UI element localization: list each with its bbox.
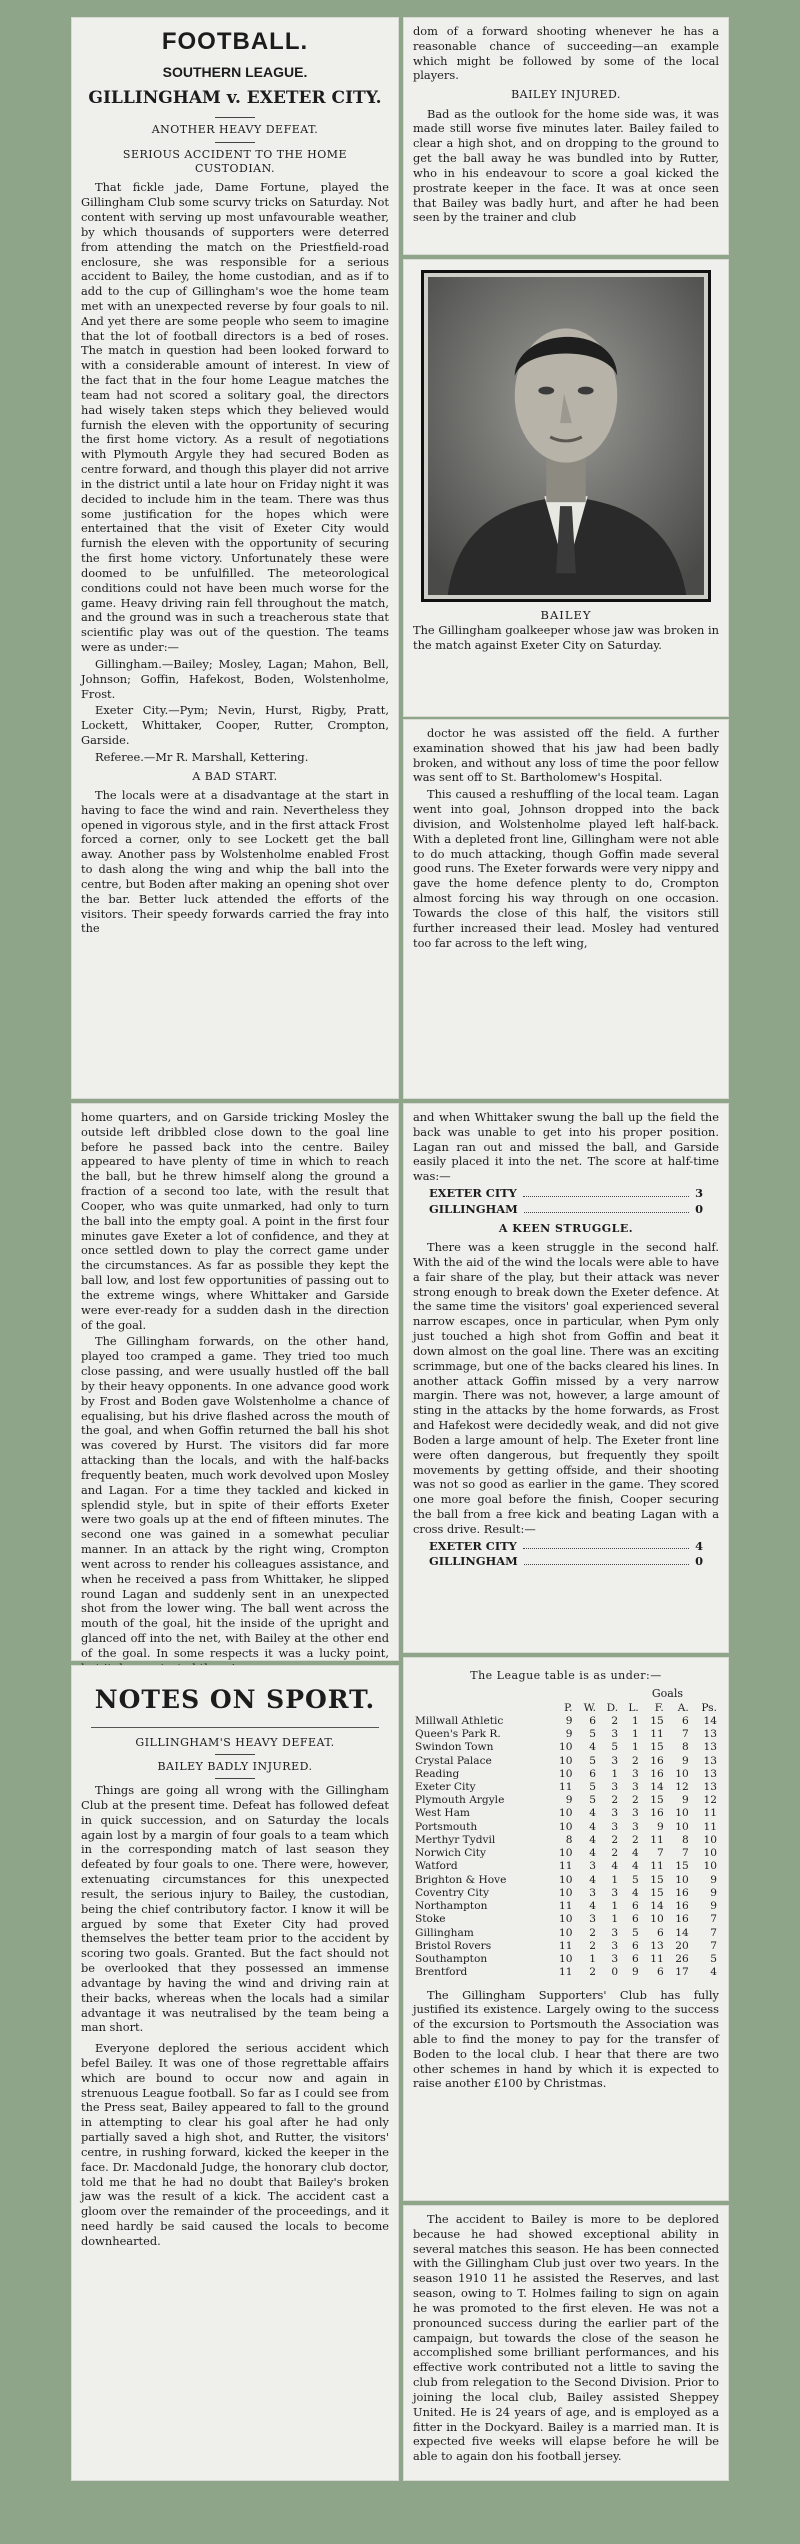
table-cell: 11 [650, 1728, 664, 1741]
table-cell: 4 [589, 1873, 596, 1886]
table-cell: 14 [650, 1781, 664, 1793]
clipping-league-table [404, 1658, 728, 2200]
table-cell: 1 [632, 1728, 639, 1741]
paragraph: home quarters, and on Garside tricking Mosley the outside left dribbled close down to the goal line before he passed back into the centre. Bailey appeared to have plenty of time in which to reach the ball, but he threw himself along the ground a fraction of a second too late, with the result that Cooper, who was quite unmarked, had only to turn the ball into the empty goal. A point in the first four minutes gave Exeter a lot of confidence, and they at once settled down to play the correct game under the circumstances. As far as possible they kept the ball low, and lost few opportunities of passing out to the extreme wings, where Whittaker and Garside were ever-ready for a sudden dash in the direction of the goal. [81, 1110, 389, 1332]
table-cell: 10 [559, 1926, 573, 1939]
table-cell: 2 [589, 1966, 596, 1979]
table-cell: 11 [559, 1860, 573, 1873]
table-cell: 3 [611, 1807, 619, 1820]
table-row [413, 1913, 719, 1926]
paragraph: The locals were at a disadvantage at the start in having to face the wind and rain. Nevertheless they opened in vigorous style, and in the first attack Frost forced a corner, only to see Lockett get the ball away. Another pass by Wolstenholme enabled Frost to dash along the wing and whip the ball into the centre, but Boden after making an opening shot over the bar. Better luck attended the efforts of the visitors. Their speedy forwards carried the fray into the [81, 787, 389, 936]
paragraph: Things are going all wrong with the Gillingham Club at the present time. Defeat has followed defeat in quick succession, and on Saturday the locals again lost by a margin of four goals to a team which in the corresponding match of last season they defeated by four goals to one. There were, however, extenuating circumstances for this unexpected result, the serious injury to Bailey, the custodian, being the chief contributory factor. I know it will be argued by some that Exeter City had proved themselves the better team prior to the accident by scoring two goals. Granted. But the fact should not be overlooked that they possessed an immense advantage by having the wind and driving rain at their backs, whereas when the locals had a similar advantage it was neutralised by the team being a man short. [81, 1783, 389, 2035]
table-cell: 16 [650, 1754, 664, 1767]
table-cell: 5 [589, 1781, 596, 1793]
table-cell: 4 [589, 1807, 596, 1820]
table-row [413, 1755, 719, 1768]
table-cell: 2 [632, 1794, 639, 1807]
table-cell: 3 [611, 1754, 619, 1767]
table-cell: 20 [675, 1939, 689, 1952]
table-cell: 16 [650, 1767, 664, 1780]
table-cell: 3 [611, 1953, 619, 1966]
team-name: Millwall Athletic [415, 1714, 504, 1727]
table-cell: 5 [632, 1926, 639, 1939]
table-cell: 7 [710, 1939, 717, 1952]
team-name: Northampton [415, 1900, 488, 1913]
deck-bad-start: A BAD START. [192, 769, 278, 783]
team-name: Coventry City [415, 1886, 489, 1899]
paragraph: That fickle jade, Dame Fortune, played the Gillingham Club some scurvy tricks on Saturday. Not content with serving up most unfavourable weather, by which thousands of supporters were deterred from attending the match on the Priestfield-road enclosure, she was responsible for a serious accident to Bailey, the home custodian, and as if to add to the cup of Gillingham's woe the home team met with an unexpected reverse by four goals to nil. And yet there are some people who seem to imagine that the lot of football directors is a bed of roses. The match in question had been looked forward to with a considerable amount of interest. In view of the fact that in the four home League matches the team had not scored a solitary goal, the directors had wisely taken steps which they believed would furnish the eleven with the opportunity of securing the first home victory. As a result of negotiations with Plymouth Argyle they had secured Boden as centre forward, and though this player did not arrive in the district until a late hour on Friday night it was decided to include him in the team. There was thus some justification for the hopes which were entertained that the visit of Exeter City would furnish the eleven with the opportunity of securing the first home victory. Unfortunately these were doomed to be unfulfilled. The meteorological conditions could not have been much worse for the game. Heavy driving rain fell throughout the match, and the ground was in such a treacherous state that scientific play was out of the question. The teams were as under:— [81, 180, 389, 655]
table-cell: 5 [589, 1728, 596, 1741]
table-cell: 5 [632, 1873, 639, 1886]
table-row [413, 1768, 719, 1781]
team-name: Watford [415, 1860, 458, 1873]
team-name: Brighton & Hove [415, 1873, 507, 1886]
table-cell: 13 [703, 1754, 717, 1767]
team-name: Bristol Rovers [415, 1939, 492, 1952]
deck-serious-accident: SERIOUS ACCIDENT TO THE HOME CUSTODIAN. [122, 147, 348, 176]
table-row [413, 1847, 719, 1860]
team-name: Brentford [415, 1966, 468, 1979]
table-cell: 13 [703, 1781, 717, 1793]
teams-exeter: Exeter City.—Pym; Nevin, Hurst, Rigby, Pratt, Lockett, Whittaker, Cooper, Rutter, Crompton, Garside. [81, 703, 389, 747]
table-cell: 10 [675, 1767, 689, 1780]
team-name: Plymouth Argyle [415, 1794, 505, 1807]
table-row [413, 1860, 719, 1873]
table-cell: 11 [703, 1807, 717, 1820]
table-cell: 4 [589, 1820, 596, 1833]
table-cell: 7 [682, 1847, 689, 1860]
table-cell: 15 [650, 1714, 664, 1727]
table-cell: 6 [657, 1926, 664, 1939]
table-cell: 10 [703, 1847, 717, 1860]
paragraph: Bad as the outlook for the home side was, it was made still worse five minutes later. Bailey failed to clear a high shot, and on dropping to the ground to get the ball away he was bundled into by Rutter, who in his endeavour to score a goal kicked the prostrate keeper in the face. It was at once seen that Bailey was badly hurt, and after he had been seen by the trainer and club [413, 106, 719, 225]
heading-football: FOOTBALL. [161, 28, 309, 55]
table-cell: 2 [611, 1794, 619, 1807]
table-cell: 10 [559, 1913, 573, 1926]
table-cell: 11 [650, 1953, 664, 1966]
table-row [413, 1781, 719, 1794]
paragraph: Everyone deplored the serious accident which befel Bailey. It was one of those regrettable affairs which are bound to occur now and again in strenuous League football. So far as I could see from the Press seat, Bailey appeared to fall to the ground in attempting to clear his goal after he had only partially saved a high shot, and Rutter, the visitors' centre, in rushing forward, kicked the keeper in the face. Dr. Macdonald Judge, the honorary club doctor, told me that he had no doubt that Bailey's broken jaw was the result of a kick. The accident cast a gloom over the remainder of the proceedings, and it need hardly be said caused the locals to become downhearted. [81, 2041, 389, 2248]
table-cell: 7 [710, 1913, 717, 1926]
table-cell: 3 [632, 1820, 639, 1833]
table-cell: 7 [710, 1926, 717, 1939]
table-cell: 6 [589, 1714, 596, 1727]
notes-title: NOTES ON SPORT. [94, 1685, 376, 1714]
table-cell: 14 [675, 1926, 689, 1939]
team-name: Merthyr Tydvil [415, 1833, 496, 1846]
table-cell: 2 [611, 1833, 619, 1846]
table-row [413, 1900, 719, 1913]
clipping-keen-struggle [404, 1104, 728, 1652]
table-cell: 3 [589, 1886, 596, 1899]
table-row [413, 1874, 719, 1887]
table-cell: 4 [632, 1886, 639, 1899]
table-cell: 4 [589, 1741, 596, 1754]
clipping-notes-on-sport [72, 1666, 398, 2480]
heading-match: GILLINGHAM v. EXETER CITY. [88, 88, 382, 109]
table-cell: 16 [675, 1913, 689, 1926]
table-row [413, 1953, 719, 1966]
table-cell: 6 [632, 1953, 639, 1966]
score-row: GILLINGHAM 0 [429, 1554, 703, 1569]
table-cell: 8 [682, 1833, 689, 1846]
table-cell: 0 [611, 1966, 619, 1979]
table-cell: 9 [565, 1714, 573, 1727]
divider [91, 1727, 379, 1728]
table-cell: 10 [675, 1873, 689, 1886]
table-cell: 2 [632, 1754, 639, 1767]
paragraph: There was a keen struggle in the second half. With the aid of the wind the locals were able to have a fair share of the play, but their attack was never strong enough to break down the Exeter defence. At the same time the visitors' goal experienced several narrow escapes, once in particular, when Pym only just touched a high shot from Goffin and beat it down almost on the goal line. There was an exciting scrimmage, but one of the backs cleared his lines. In another attack Goffin missed by a very narrow margin. There was not, however, a large amount of sting in the attacks by the home forwards, as Frost and Hafekost were decidedly weak, and did not give Boden a large amount of help. The Exeter front line were often dangerous, but frequently they spoilt movements by getting offside, and their shooting was not so good as earlier in the game. They scored one more goal before the finish, Cooper securing the ball from a free kick and beating Lagan with a cross drive. Result:— [413, 1240, 719, 1536]
heading-league: SOUTHERN LEAGUE. [162, 64, 308, 81]
table-cell: 9 [565, 1794, 573, 1807]
deck-heavy-defeat: GILLINGHAM'S HEAVY DEFEAT. [135, 1735, 335, 1749]
table-cell: 10 [650, 1913, 664, 1926]
table-cell: 4 [710, 1966, 717, 1979]
table-cell: 10 [559, 1741, 573, 1754]
table-row [413, 1887, 719, 1900]
table-row [413, 1807, 719, 1820]
clipping-bailey-injured [404, 18, 728, 254]
table-cell: 3 [611, 1820, 619, 1833]
table-cell: 10 [559, 1847, 573, 1860]
deck-heavy-defeat: ANOTHER HEAVY DEFEAT. [151, 123, 319, 137]
referee: Referee.—Mr R. Marshall, Kettering. [95, 749, 309, 764]
table-cell: 3 [589, 1860, 596, 1873]
table-cell: 2 [632, 1833, 639, 1846]
table-cell: 6 [657, 1966, 664, 1979]
table-cell: 15 [650, 1873, 664, 1886]
score-row: GILLINGHAM 0 [429, 1201, 703, 1216]
team-name: Exeter City [415, 1781, 476, 1793]
team-name: Queen's Park R. [415, 1728, 501, 1741]
table-row [413, 1927, 719, 1940]
table-row [413, 1821, 719, 1834]
team-name: West Ham [415, 1807, 470, 1820]
table-cell: 13 [703, 1741, 717, 1754]
table-cell: 10 [559, 1873, 573, 1886]
table-cell: 17 [675, 1966, 689, 1979]
table-cell: 10 [703, 1860, 717, 1873]
caption-text: The Gillingham goalkeeper whose jaw was broken in the match against Exeter City on Saturday. [413, 622, 719, 652]
table-cell: 2 [611, 1714, 619, 1727]
league-col-header: F. [654, 1701, 664, 1714]
paragraph: The Gillingham Supporters' Club has fully justified its existence. Largely owing to the success of the excursion to Portsmouth the Association was able to find the money to pay for the transfer of Boden to the local club. I hear that there are two other schemes in hand by which it is expected to raise another £100 by Christmas. [413, 1987, 719, 2091]
table-cell: 4 [589, 1833, 596, 1846]
table-cell: 13 [650, 1939, 664, 1952]
table-cell: 10 [675, 1807, 689, 1820]
caption-name: BAILEY [540, 608, 592, 622]
table-cell: 6 [632, 1939, 639, 1952]
table-cell: 15 [650, 1794, 664, 1807]
table-cell: 10 [559, 1754, 573, 1767]
table-cell: 5 [589, 1754, 596, 1767]
table-cell: 16 [675, 1886, 689, 1899]
table-cell: 14 [703, 1714, 717, 1727]
table-cell: 7 [682, 1728, 689, 1741]
table-cell: 10 [703, 1833, 717, 1846]
table-cell: 6 [632, 1900, 639, 1913]
table-row [413, 1940, 719, 1953]
table-cell: 3 [589, 1913, 596, 1926]
team-name: Stoke [415, 1913, 446, 1926]
paragraph: doctor he was assisted off the field. A further examination showed that his jaw had been badly broken, and without any loss of time the poor fellow was sent off to St. Bartholomew's Hospital. [413, 726, 719, 785]
table-cell: 8 [565, 1833, 573, 1846]
clipping-photo [404, 260, 728, 716]
league-table-intro: The League table is as under:— [470, 1669, 662, 1682]
paragraph: and when Whittaker swung the ball up the field the back was unable to get into his proper position. Lagan ran out and missed the ball, and Garside easily placed it into the net. The score at half-time was:— [413, 1110, 719, 1184]
score-row: EXETER CITY 4 [429, 1538, 703, 1553]
table-cell: 11 [650, 1833, 664, 1846]
table-cell: 3 [611, 1781, 619, 1793]
table-cell: 9 [657, 1820, 664, 1833]
table-cell: 13 [703, 1728, 717, 1741]
portrait-photo [421, 270, 711, 602]
team-name: Norwich City [415, 1847, 487, 1860]
clipping-bailey-career [404, 2206, 728, 2480]
table-cell: 3 [632, 1807, 639, 1820]
table-cell: 12 [703, 1794, 717, 1807]
table-cell: 9 [565, 1728, 573, 1741]
team-name: Portsmouth [415, 1820, 478, 1833]
table-cell: 2 [589, 1939, 596, 1952]
table-cell: 5 [710, 1953, 717, 1966]
clipping-match-report-continued [72, 1104, 398, 1660]
table-cell: 6 [589, 1767, 596, 1780]
clipping-reshuffle [404, 720, 728, 1098]
table-cell: 3 [611, 1728, 619, 1741]
table-cell: 13 [703, 1767, 717, 1780]
table-cell: 11 [559, 1781, 573, 1793]
table-cell: 7 [657, 1847, 664, 1860]
team-name: Crystal Palace [415, 1754, 492, 1767]
league-col-header: D. [606, 1701, 619, 1714]
table-cell: 3 [611, 1886, 619, 1899]
table-cell: 9 [710, 1900, 717, 1913]
table-cell: 15 [675, 1860, 689, 1873]
table-cell: 9 [682, 1794, 689, 1807]
table-cell: 8 [682, 1741, 689, 1754]
score-row: EXETER CITY 3 [429, 1186, 703, 1201]
table-cell: 16 [675, 1900, 689, 1913]
league-col-header: L. [628, 1701, 639, 1714]
clipping-match-report-top [72, 18, 398, 1098]
team-name: Swindon Town [415, 1741, 494, 1754]
portrait-image [428, 277, 704, 595]
table-cell: 6 [682, 1714, 689, 1727]
table-cell: 1 [632, 1714, 639, 1727]
table-cell: 4 [632, 1860, 639, 1873]
table-cell: 3 [611, 1926, 619, 1939]
table-cell: 16 [650, 1807, 664, 1820]
table-cell: 10 [559, 1886, 573, 1899]
goals-label: Goals [651, 1687, 683, 1701]
table-cell: 11 [650, 1860, 664, 1873]
table-cell: 2 [611, 1847, 619, 1860]
table-cell: 1 [611, 1873, 619, 1886]
table-row [413, 1715, 719, 1728]
deck-badly-injured: BAILEY BADLY INJURED. [157, 1759, 313, 1773]
team-name: Gillingham [415, 1926, 474, 1939]
table-cell: 9 [710, 1886, 717, 1899]
table-cell: 4 [632, 1847, 639, 1860]
table-row [413, 1834, 719, 1847]
table-cell: 1 [589, 1953, 596, 1966]
table-cell: 3 [611, 1939, 619, 1952]
paragraph: The accident to Bailey is more to be deplored because he had showed exceptional ability in several matches this season. He has been connected with the Gillingham Club just over two years. In the season 1910 11 he assisted the Reserves, and last season, owing to T. Holmes failing to sign on again he was promoted to the first eleven. He was not a pronounced success during the earlier part of the campaign, but towards the close of the season he accomplished some brilliant performances, and his effective work contributed not a little to saving the club from relegation to the Second Division. Prior to joining the local club, Bailey assisted Sheppey United. He is 24 years of age, and is employed as a fitter in the Dockyard. Bailey is a married man. It is expected five weeks will elapse before he will be able to again don his football jersey. [413, 2212, 719, 2464]
table-cell: 2 [589, 1926, 596, 1939]
table-cell: 15 [650, 1886, 664, 1899]
divider [215, 1754, 255, 1755]
team-name: Reading [415, 1767, 460, 1780]
table-cell: 11 [703, 1820, 717, 1833]
table-cell: 10 [559, 1953, 573, 1966]
table-cell: 4 [611, 1860, 619, 1873]
league-col-header: Ps. [701, 1701, 717, 1714]
table-cell: 26 [675, 1953, 689, 1966]
league-table [413, 1702, 719, 1980]
teams-gillingham: Gillingham.—Bailey; Mosley, Lagan; Mahon, Bell, Johnson; Goffin, Hafekost, Boden, Wolstenholme, Frost. [81, 656, 389, 701]
paragraph: dom of a forward shooting whenever he has a reasonable chance of succeeding—an example which might be followed by some of the local players. [413, 24, 719, 83]
league-col-header: A. [677, 1701, 689, 1714]
table-cell: 11 [559, 1939, 573, 1952]
paragraph: This caused a reshuffling of the local team. Lagan went into goal, Johnson dropped into the back division, and Wolstenholme played left half-back. With a depleted front line, Gillingham were not able to do much attacking, though Goffin made several good runs. The Exeter forwards were very nippy and gave the home defence plenty to do, Crompton almost forcing his way through on one occasion. Towards the close of this half, the visitors still further increased their lead. Mosley had ventured too far across to the left wing, [413, 787, 719, 950]
table-row [413, 1966, 719, 1979]
team-name: Southampton [415, 1953, 488, 1966]
table-cell: 6 [632, 1913, 639, 1926]
table-cell: 3 [632, 1767, 639, 1780]
table-row [413, 1794, 719, 1807]
table-row [413, 1741, 719, 1754]
league-col-header: P. [564, 1701, 573, 1714]
table-cell: 9 [682, 1754, 689, 1767]
table-cell: 14 [650, 1900, 664, 1913]
divider [215, 117, 255, 118]
table-cell: 11 [559, 1966, 573, 1979]
divider [215, 1778, 255, 1779]
table-row [413, 1728, 719, 1741]
table-cell: 1 [611, 1913, 619, 1926]
divider [215, 142, 255, 143]
league-col-header [413, 1702, 549, 1715]
deck-bailey-injured: BAILEY INJURED. [511, 88, 621, 102]
table-cell: 10 [675, 1820, 689, 1833]
table-cell: 9 [632, 1966, 639, 1979]
table-cell: 5 [611, 1741, 619, 1754]
table-cell: 12 [675, 1781, 689, 1793]
table-cell: 1 [611, 1900, 619, 1913]
table-cell: 5 [589, 1794, 596, 1807]
table-cell: 9 [710, 1873, 717, 1886]
table-cell: 1 [632, 1741, 639, 1754]
league-col-header: W. [583, 1701, 596, 1714]
paragraph: The Gillingham forwards, on the other hand, played too cramped a game. They tried too much close passing, and were usually hustled off the ball by their heavy opponents. In one advance good work by Frost and Boden gave Wolstenholme a chance of equalising, but his drive flashed across the mouth of the goal, and when Goffin returned the ball his shot was covered by Hurst. The visitors did far more attacking than the locals, and with the half-backs frequently beaten, much work devolved upon Mosley and Lagan. For a time they tackled and kicked in splendid style, but in spite of their efforts Exeter were two goals up at the end of fifteen minutes. The second one was gained in a somewhat peculiar manner. In an attack by the right wing, Crompton went across to render his colleagues assistance, and when he received a pass from Whittaker, he slipped round Lagan and suddenly sent in an unexpected shot from the lower wing. The ball went across the mouth of the goal, hit the inside of the upright and glanced off into the net, with Bailey at the other end of the goal. In some respects it was a lucky point, [81, 1334, 389, 1660]
table-cell: 10 [559, 1767, 573, 1780]
table-cell: 10 [559, 1820, 573, 1833]
table-cell: 3 [632, 1781, 639, 1793]
table-cell: 4 [589, 1847, 596, 1860]
table-cell: 11 [559, 1900, 573, 1913]
table-cell: 10 [559, 1807, 573, 1820]
table-cell: 4 [589, 1900, 596, 1913]
table-cell: 1 [611, 1767, 619, 1780]
table-cell: 15 [650, 1741, 664, 1754]
deck-keen-struggle: A KEEN STRUGGLE. [498, 1221, 634, 1235]
